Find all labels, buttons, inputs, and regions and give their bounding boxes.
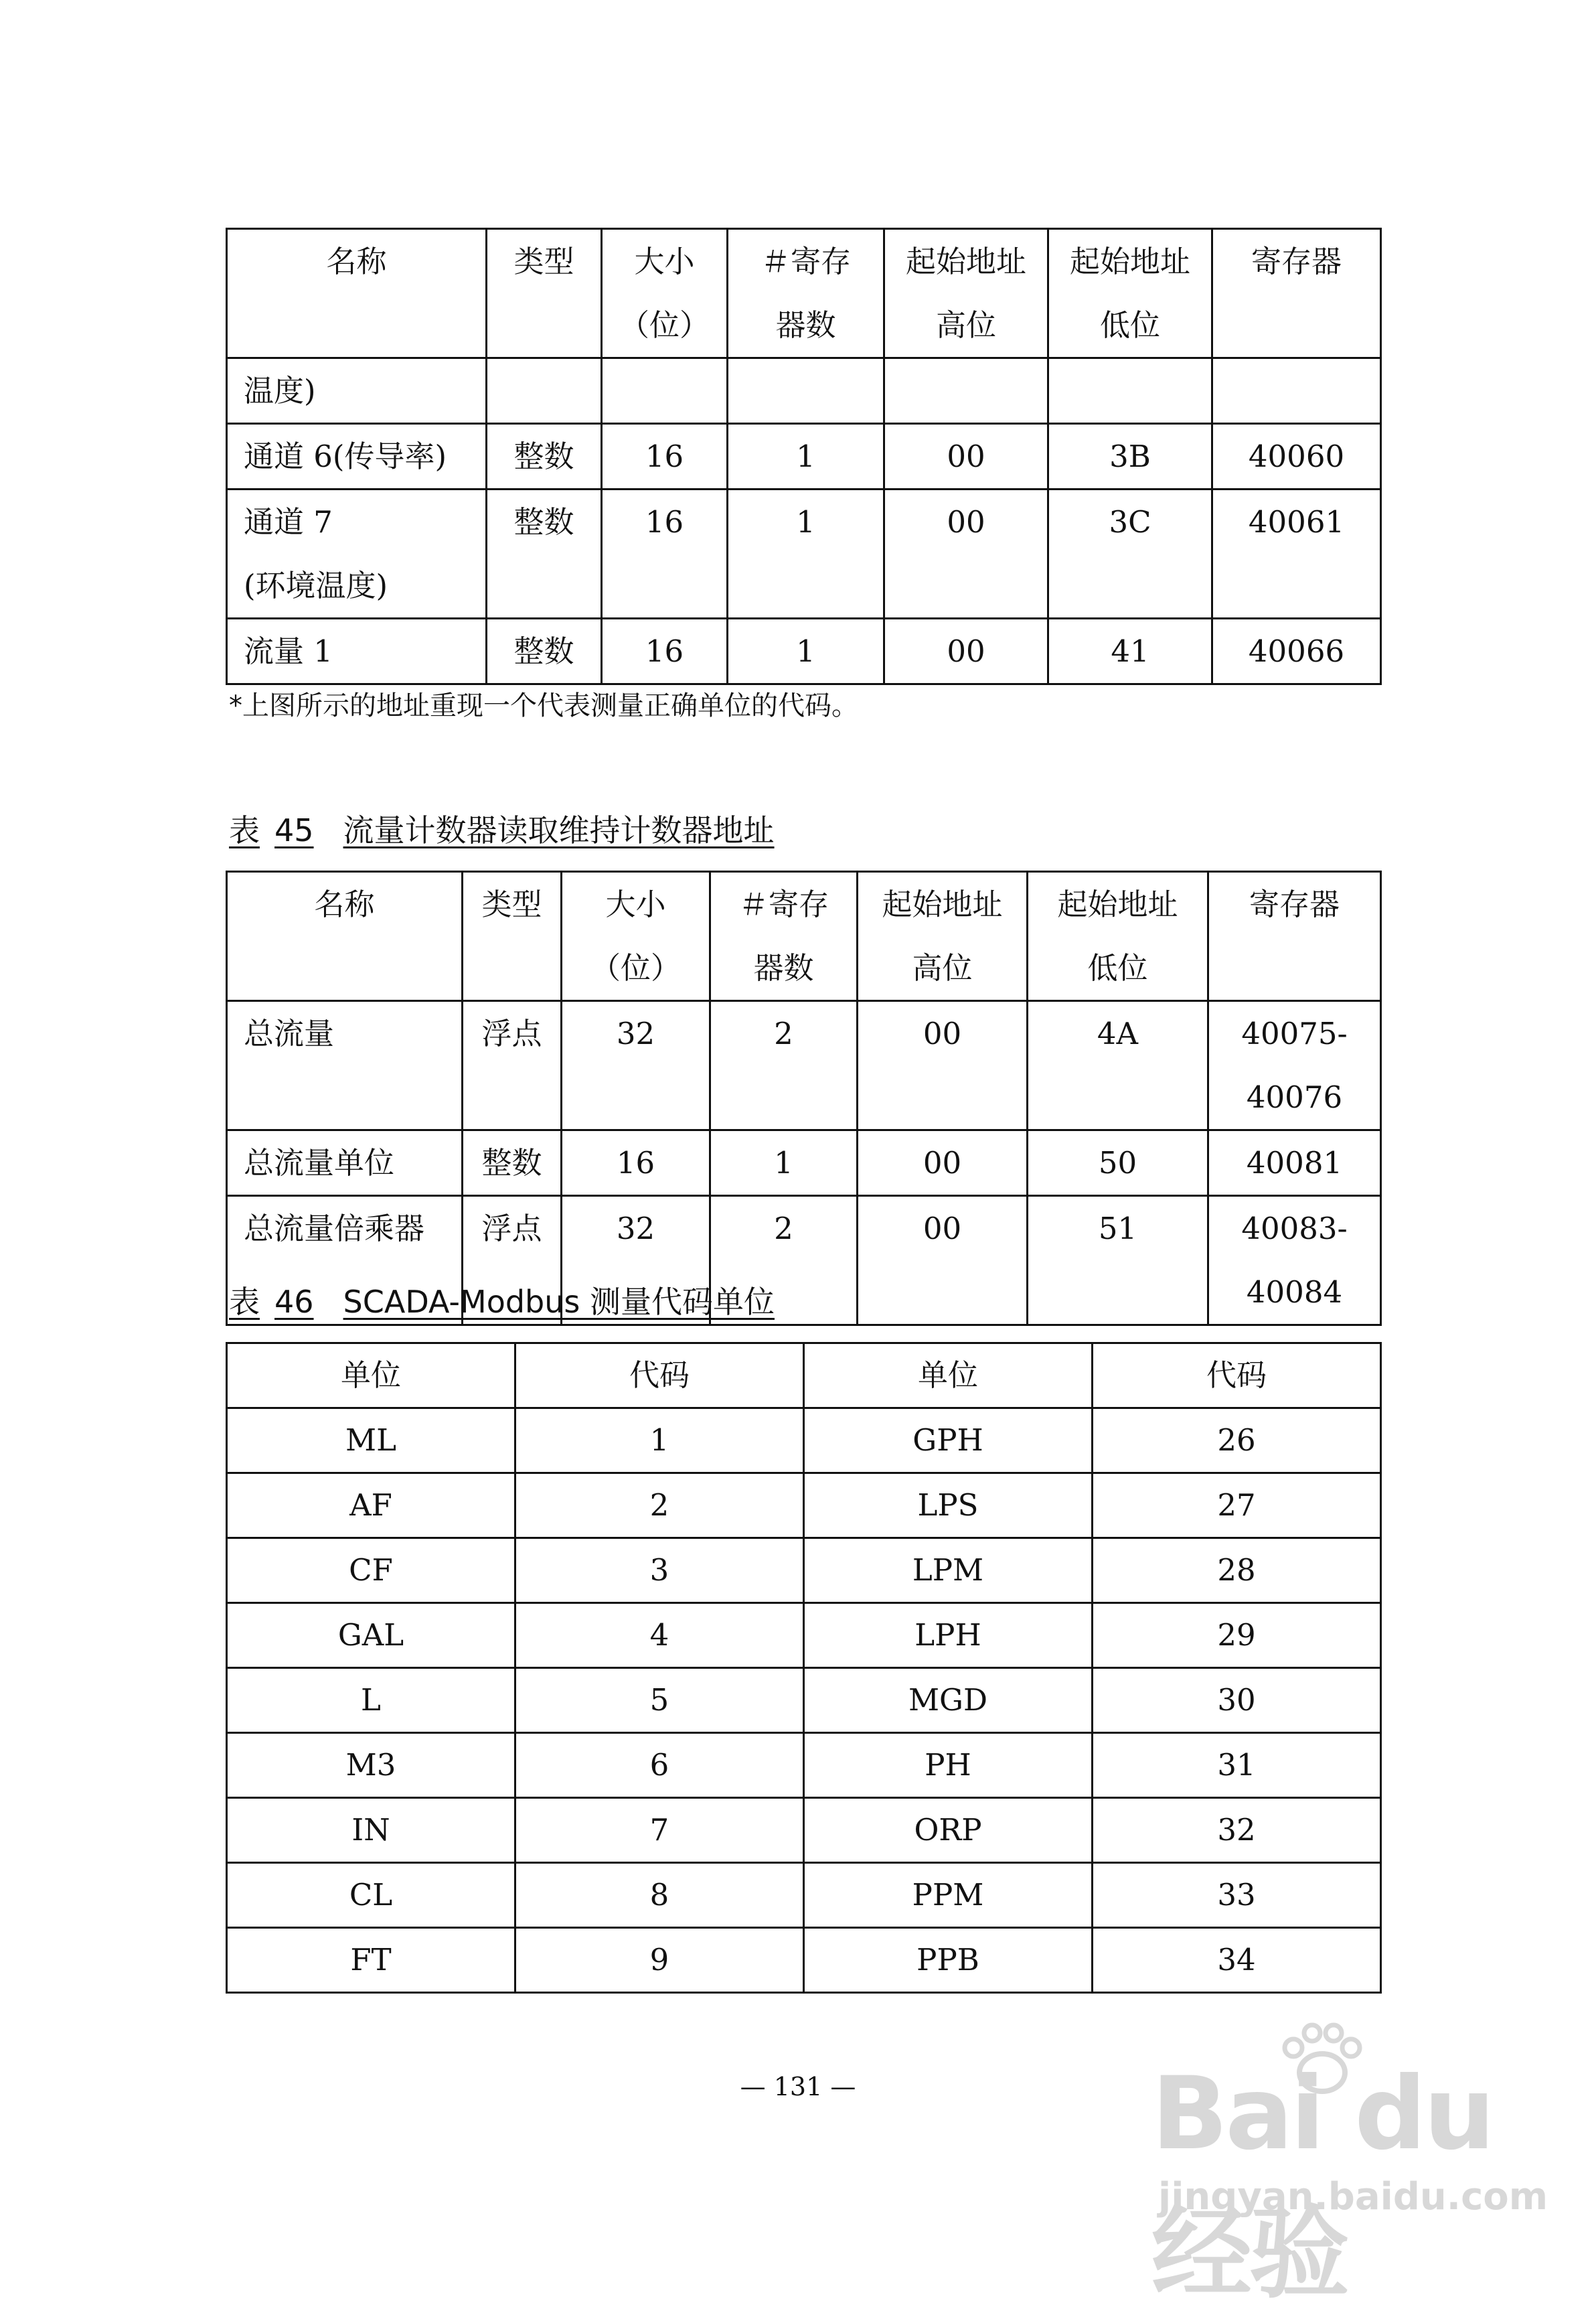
table-row bbox=[227, 358, 1381, 424]
table-row bbox=[227, 1603, 1381, 1668]
hi-cell bbox=[884, 358, 1048, 424]
lo-cell: 3C bbox=[1048, 490, 1212, 619]
table-row bbox=[227, 1733, 1381, 1798]
reg-cell: 40061 bbox=[1212, 490, 1381, 619]
header-cell: ＃寄存 器数 bbox=[728, 229, 884, 358]
header-cell: 起始地址 低位 bbox=[1048, 229, 1212, 358]
regs-cell: 1 bbox=[728, 619, 884, 684]
unit-cell: CL bbox=[227, 1863, 515, 1928]
table-row bbox=[227, 1928, 1381, 1993]
header-cell: 起始地址 高位 bbox=[884, 229, 1048, 358]
regs-cell: 1 bbox=[728, 490, 884, 619]
code-cell: 2 bbox=[515, 1473, 804, 1538]
baidu-jingyan-watermark bbox=[1138, 2022, 1548, 2312]
caption-title: 流量计数器读取维持计数器地址 bbox=[343, 812, 775, 848]
header-cell: 寄存器 bbox=[1212, 229, 1381, 358]
name-cell: 流量 1 bbox=[227, 619, 487, 684]
code-cell: 5 bbox=[515, 1668, 804, 1733]
watermark-url: jingyan.baidu.com bbox=[1158, 2175, 1548, 2219]
unit-cell: IN bbox=[227, 1798, 515, 1863]
unit-cell: PH bbox=[804, 1733, 1093, 1798]
type-cell: 整数 bbox=[463, 1130, 562, 1196]
code-cell: 29 bbox=[1093, 1603, 1381, 1668]
code-cell: 33 bbox=[1093, 1863, 1381, 1928]
code-cell: 32 bbox=[1093, 1798, 1381, 1863]
unit-code-table bbox=[226, 1342, 1382, 1994]
unit-cell: ML bbox=[227, 1408, 515, 1473]
size-cell: 32 bbox=[562, 1001, 710, 1130]
size-cell: 32 bbox=[562, 1196, 710, 1325]
unit-cell: FT bbox=[227, 1928, 515, 1993]
name-cell: 总流量 bbox=[227, 1001, 463, 1130]
name-cell: 通道 6(传导率) bbox=[227, 424, 487, 490]
size-cell: 16 bbox=[562, 1130, 710, 1196]
unit-cell: MGD bbox=[804, 1668, 1093, 1733]
hi-cell: 00 bbox=[858, 1130, 1028, 1196]
table-row bbox=[227, 424, 1381, 490]
caption-title: SCADA-Modbus 测量代码单位 bbox=[343, 1284, 775, 1320]
table-footnote: *上图所示的地址重现一个代表测量正确单位的代码。 bbox=[229, 690, 858, 721]
regs-cell bbox=[728, 358, 884, 424]
table-row bbox=[227, 619, 1381, 684]
regs-cell: 1 bbox=[710, 1130, 858, 1196]
unit-cell: PPM bbox=[804, 1863, 1093, 1928]
code-cell: 34 bbox=[1093, 1928, 1381, 1993]
name-cell: 总流量单位 bbox=[227, 1130, 463, 1196]
table-row bbox=[227, 1001, 1381, 1130]
size-cell: 16 bbox=[602, 424, 728, 490]
regs-cell: 2 bbox=[710, 1001, 858, 1130]
header-cell: ＃寄存 器数 bbox=[710, 872, 858, 1001]
caption-number: 46 bbox=[274, 1284, 314, 1320]
code-cell: 30 bbox=[1093, 1668, 1381, 1733]
hi-cell: 00 bbox=[884, 619, 1048, 684]
lo-cell: 50 bbox=[1028, 1130, 1208, 1196]
type-cell: 浮点 bbox=[463, 1196, 562, 1325]
code-cell: 31 bbox=[1093, 1733, 1381, 1798]
unit-cell: LPM bbox=[804, 1538, 1093, 1603]
caption-prefix: 表 bbox=[229, 812, 260, 848]
lo-cell bbox=[1048, 358, 1212, 424]
header-cell: 类型 bbox=[487, 229, 602, 358]
reg-cell: 40081 bbox=[1208, 1130, 1381, 1196]
type-cell bbox=[487, 358, 602, 424]
header-cell: 起始地址 低位 bbox=[1028, 872, 1208, 1001]
unit-cell: ORP bbox=[804, 1798, 1093, 1863]
unit-cell: M3 bbox=[227, 1733, 515, 1798]
caption-prefix: 表 bbox=[229, 1284, 260, 1320]
table-row bbox=[227, 1130, 1381, 1196]
unit-cell: L bbox=[227, 1668, 515, 1733]
register-table-continued bbox=[226, 228, 1382, 685]
header-cell: 类型 bbox=[463, 872, 562, 1001]
watermark-logo-text: Bai du 经验 bbox=[1151, 2056, 1493, 2312]
table-row bbox=[227, 1863, 1381, 1928]
page-number: — 131 — bbox=[740, 2072, 856, 2101]
header-cell: 起始地址 高位 bbox=[858, 872, 1028, 1001]
table-row bbox=[227, 1473, 1381, 1538]
code-cell: 8 bbox=[515, 1863, 804, 1928]
code-cell: 9 bbox=[515, 1928, 804, 1993]
code-cell: 4 bbox=[515, 1603, 804, 1668]
hi-cell: 00 bbox=[858, 1001, 1028, 1130]
code-cell: 28 bbox=[1093, 1538, 1381, 1603]
name-cell: 总流量倍乘器 bbox=[227, 1196, 463, 1325]
code-cell: 7 bbox=[515, 1798, 804, 1863]
header-cell: 名称 bbox=[227, 229, 487, 358]
hi-cell: 00 bbox=[858, 1196, 1028, 1325]
type-cell: 整数 bbox=[487, 424, 602, 490]
unit-cell: AF bbox=[227, 1473, 515, 1538]
regs-cell: 1 bbox=[728, 424, 884, 490]
size-cell: 16 bbox=[602, 490, 728, 619]
code-cell: 6 bbox=[515, 1733, 804, 1798]
table-row bbox=[227, 1798, 1381, 1863]
unit-cell: GAL bbox=[227, 1603, 515, 1668]
reg-cell: 40075-40076 bbox=[1208, 1001, 1381, 1130]
regs-cell: 2 bbox=[710, 1196, 858, 1325]
name-cell: 温度) bbox=[227, 358, 487, 424]
table-row bbox=[227, 1668, 1381, 1733]
size-cell bbox=[602, 358, 728, 424]
code-cell: 1 bbox=[515, 1408, 804, 1473]
lo-cell: 4A bbox=[1028, 1001, 1208, 1130]
reg-cell: 40060 bbox=[1212, 424, 1381, 490]
unit-cell: GPH bbox=[804, 1408, 1093, 1473]
flow-counter-table bbox=[226, 871, 1382, 1326]
unit-cell: PPB bbox=[804, 1928, 1093, 1993]
table-header-row bbox=[227, 872, 1381, 1001]
table-header-row bbox=[227, 1343, 1381, 1408]
reg-cell: 40066 bbox=[1212, 619, 1381, 684]
code-cell: 26 bbox=[1093, 1408, 1381, 1473]
name-cell: 通道 7 (环境温度) bbox=[227, 490, 487, 619]
header-cell: 寄存器 bbox=[1208, 872, 1381, 1001]
unit-cell: CF bbox=[227, 1538, 515, 1603]
type-cell: 整数 bbox=[487, 619, 602, 684]
code-cell: 3 bbox=[515, 1538, 804, 1603]
table-row bbox=[227, 1538, 1381, 1603]
table-46-caption bbox=[229, 1278, 775, 1322]
lo-cell: 3B bbox=[1048, 424, 1212, 490]
header-cell: 单位 bbox=[804, 1343, 1093, 1408]
type-cell: 浮点 bbox=[463, 1001, 562, 1130]
table-row bbox=[227, 490, 1381, 619]
unit-cell: LPH bbox=[804, 1603, 1093, 1668]
type-cell: 整数 bbox=[487, 490, 602, 619]
header-cell: 代码 bbox=[1093, 1343, 1381, 1408]
unit-cell: LPS bbox=[804, 1473, 1093, 1538]
size-cell: 16 bbox=[602, 619, 728, 684]
lo-cell: 41 bbox=[1048, 619, 1212, 684]
hi-cell: 00 bbox=[884, 490, 1048, 619]
code-cell: 27 bbox=[1093, 1473, 1381, 1538]
reg-cell: 40083-40084 bbox=[1208, 1196, 1381, 1325]
table-45-caption bbox=[229, 806, 775, 850]
reg-cell bbox=[1212, 358, 1381, 424]
header-cell: 大小 （位） bbox=[562, 872, 710, 1001]
caption-number: 45 bbox=[274, 812, 314, 848]
header-cell: 名称 bbox=[227, 872, 463, 1001]
header-cell: 单位 bbox=[227, 1343, 515, 1408]
hi-cell: 00 bbox=[884, 424, 1048, 490]
header-cell: 大小 （位） bbox=[602, 229, 728, 358]
table-row bbox=[227, 1408, 1381, 1473]
lo-cell: 51 bbox=[1028, 1196, 1208, 1325]
header-cell: 代码 bbox=[515, 1343, 804, 1408]
table-header-row bbox=[227, 229, 1381, 358]
